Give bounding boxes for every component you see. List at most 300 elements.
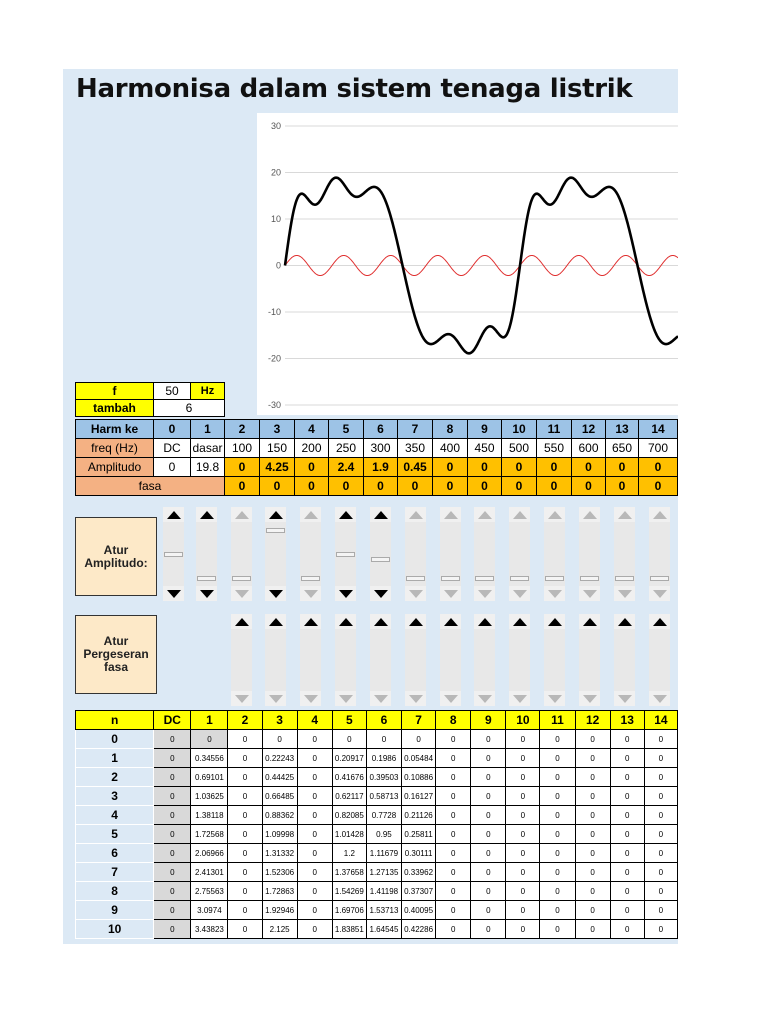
- data-cell: 0: [471, 901, 506, 920]
- amplitudo-cell[interactable]: 0: [537, 458, 572, 477]
- arrow-down-icon[interactable]: [405, 586, 426, 601]
- data-cell: 1.01428: [332, 825, 366, 844]
- data-cell: 0: [297, 730, 332, 749]
- fasa-cell[interactable]: 0: [260, 477, 295, 496]
- arrow-up-icon[interactable]: [300, 614, 321, 629]
- amplitude-slider[interactable]: [196, 507, 217, 601]
- data-cell: 0: [644, 787, 677, 806]
- data-cell: 1.92946: [262, 901, 297, 920]
- data-cell: 1.37658: [332, 863, 366, 882]
- amplitude-slider[interactable]: [649, 507, 670, 601]
- freq-cell: 200: [295, 439, 329, 458]
- freq-cell: 550: [537, 439, 572, 458]
- y-tick-label: 0: [275, 260, 281, 271]
- data-cell: 0: [154, 806, 191, 825]
- data-cell: 0.22243: [262, 749, 297, 768]
- arrow-down-icon[interactable]: [579, 691, 600, 706]
- data-cell: 0: [575, 806, 610, 825]
- harm-ke-cell: 0: [154, 420, 191, 439]
- data-cell: 0: [154, 901, 191, 920]
- arrow-up-icon[interactable]: [370, 507, 391, 522]
- freq-cell: dasar: [191, 439, 225, 458]
- phase-slider[interactable]: [474, 614, 495, 706]
- tambah-value-cell[interactable]: 6: [154, 400, 225, 417]
- amplitudo-cell[interactable]: 19.8: [191, 458, 225, 477]
- data-cell: 0: [610, 863, 644, 882]
- data-cell: 0: [575, 920, 610, 939]
- arrow-up-icon[interactable]: [614, 507, 635, 522]
- data-cell: 1.72568: [191, 825, 228, 844]
- data-cell: 2.06966: [191, 844, 228, 863]
- arrow-up-icon[interactable]: [300, 507, 321, 522]
- amplitude-slider[interactable]: [335, 507, 356, 601]
- arrow-down-icon[interactable]: [265, 586, 286, 601]
- atur-amplitudo-line2: Amplitudo:: [84, 555, 148, 570]
- arrow-down-icon[interactable]: [614, 691, 635, 706]
- arrow-up-icon[interactable]: [405, 507, 426, 522]
- data-cell: 0.34556: [191, 749, 228, 768]
- slider-thumb[interactable]: [475, 576, 494, 581]
- amplitude-slider[interactable]: [440, 507, 461, 601]
- data-cell: 1.41198: [366, 882, 401, 901]
- data-cell: 0: [436, 920, 471, 939]
- amplitudo-cell[interactable]: 0.45: [398, 458, 433, 477]
- amplitudo-cell[interactable]: 0: [639, 458, 678, 477]
- data-cell: 0: [506, 901, 540, 920]
- arrow-down-icon[interactable]: [265, 691, 286, 706]
- arrow-down-icon[interactable]: [335, 691, 356, 706]
- data-cell: 1.11679: [366, 844, 401, 863]
- arrow-up-icon[interactable]: [649, 507, 670, 522]
- data-cell: 0: [644, 825, 677, 844]
- slider-thumb[interactable]: [266, 528, 285, 533]
- data-cell: 0: [644, 863, 677, 882]
- freq-row-label: freq (Hz): [76, 439, 154, 458]
- arrow-up-icon[interactable]: [196, 507, 217, 522]
- slider-thumb[interactable]: [510, 576, 529, 581]
- data-cell: 0: [506, 787, 540, 806]
- harm-ke-cell: 10: [502, 420, 537, 439]
- data-cell: 1.72863: [262, 882, 297, 901]
- phase-slider[interactable]: [544, 614, 565, 706]
- fasa-cell[interactable]: 0: [572, 477, 606, 496]
- data-cell: 0: [575, 730, 610, 749]
- y-tick-label: 30: [270, 121, 281, 131]
- table-row: [76, 730, 678, 749]
- fasa-cell[interactable]: 0: [364, 477, 398, 496]
- data-cell: 0: [575, 787, 610, 806]
- data-cell: 1.52306: [262, 863, 297, 882]
- arrow-up-icon[interactable]: [405, 614, 426, 629]
- y-tick-label: 10: [270, 214, 281, 224]
- amplitude-slider[interactable]: [370, 507, 391, 601]
- data-cell: 0.66485: [262, 787, 297, 806]
- data-cell: 0: [610, 825, 644, 844]
- amplitudo-row-label: Amplitudo: [76, 458, 154, 477]
- data-header-cell: 14: [644, 711, 677, 730]
- amplitude-slider[interactable]: [579, 507, 600, 601]
- amplitude-slider[interactable]: [509, 507, 530, 601]
- arrow-up-icon[interactable]: [579, 614, 600, 629]
- arrow-down-icon[interactable]: [440, 691, 461, 706]
- data-cell: 0: [297, 920, 332, 939]
- arrow-up-icon[interactable]: [474, 614, 495, 629]
- arrow-up-icon[interactable]: [440, 614, 461, 629]
- amplitudo-cell[interactable]: 0: [502, 458, 537, 477]
- data-cell: 2.75563: [191, 882, 228, 901]
- phase-slider[interactable]: [265, 614, 286, 706]
- arrow-up-icon[interactable]: [579, 507, 600, 522]
- fasa-cell[interactable]: 0: [606, 477, 639, 496]
- arrow-down-icon[interactable]: [300, 586, 321, 601]
- data-cell: 3.43823: [191, 920, 228, 939]
- data-cell: 1.2: [332, 844, 366, 863]
- data-header-cell: 3: [262, 711, 297, 730]
- slider-thumb[interactable]: [371, 557, 390, 562]
- data-cell: 0: [154, 882, 191, 901]
- data-cell: 0.95: [366, 825, 401, 844]
- data-cell: 0: [297, 882, 332, 901]
- arrow-up-icon[interactable]: [544, 614, 565, 629]
- data-cell: 0: [471, 882, 506, 901]
- data-header-cell: 4: [297, 711, 332, 730]
- y-tick-label: 20: [270, 167, 281, 178]
- fasa-cell[interactable]: 0: [433, 477, 468, 496]
- data-cell: 0: [540, 920, 575, 939]
- data-cell: 0: [436, 768, 471, 787]
- data-header-cell: 6: [366, 711, 401, 730]
- data-cell: 0: [436, 806, 471, 825]
- data-cell: 0: [228, 844, 262, 863]
- atur-amplitudo-line1: Atur: [103, 542, 129, 557]
- data-cell: 0.40095: [402, 901, 436, 920]
- arrow-up-icon[interactable]: [544, 507, 565, 522]
- slider-thumb[interactable]: [232, 576, 251, 581]
- data-cell: 0: [154, 768, 191, 787]
- fasa-cell[interactable]: 0: [502, 477, 537, 496]
- amplitude-slider[interactable]: [544, 507, 565, 601]
- arrow-down-icon[interactable]: [649, 586, 670, 601]
- data-cell: 0: [228, 863, 262, 882]
- arrow-up-icon[interactable]: [231, 614, 252, 629]
- atur-fasa-line1: Atur: [103, 634, 129, 648]
- waveform-chart: [257, 113, 678, 415]
- data-cell: 0: [540, 825, 575, 844]
- data-cell: 1.54269: [332, 882, 366, 901]
- fasa-cell[interactable]: 0: [537, 477, 572, 496]
- arrow-down-icon[interactable]: [579, 586, 600, 601]
- fasa-cell[interactable]: 0: [225, 477, 260, 496]
- fasa-cell[interactable]: 0: [295, 477, 329, 496]
- data-cell: 1.09998: [262, 825, 297, 844]
- data-cell: 0: [506, 882, 540, 901]
- phase-slider[interactable]: [370, 614, 391, 706]
- data-cell: 0: [436, 844, 471, 863]
- harm-ke-row-label: Harm ke: [76, 420, 154, 439]
- data-cell: 2.125: [262, 920, 297, 939]
- data-cell: 0: [610, 768, 644, 787]
- data-cell: 0: [575, 901, 610, 920]
- data-cell: 0: [610, 787, 644, 806]
- data-cell: 1.31332: [262, 844, 297, 863]
- freq-cell: 400: [433, 439, 468, 458]
- data-cell: 0: [575, 768, 610, 787]
- slider-thumb[interactable]: [197, 576, 216, 581]
- data-cell: 0: [644, 901, 677, 920]
- amplitudo-cell[interactable]: 4.25: [260, 458, 295, 477]
- data-cell: 0: [154, 920, 191, 939]
- harm-ke-cell: 14: [639, 420, 678, 439]
- fasa-cell[interactable]: 0: [468, 477, 502, 496]
- arrow-up-icon[interactable]: [649, 614, 670, 629]
- arrow-down-icon[interactable]: [231, 586, 252, 601]
- data-cell: 0: [228, 882, 262, 901]
- data-cell: 0: [575, 749, 610, 768]
- row-index-cell: 6: [76, 844, 154, 863]
- fasa-row-label: fasa: [76, 477, 225, 496]
- harm-ke-cell: 8: [433, 420, 468, 439]
- freq-cell: 650: [606, 439, 639, 458]
- data-cell: 0: [471, 825, 506, 844]
- f-unit: Hz: [191, 383, 225, 400]
- data-cell: 0: [297, 768, 332, 787]
- table-row: [76, 882, 678, 901]
- data-header-cell: 10: [506, 711, 540, 730]
- data-cell: 0.25811: [402, 825, 436, 844]
- data-cell: 0: [436, 882, 471, 901]
- amplitudo-cell[interactable]: 0: [225, 458, 260, 477]
- data-cell: 0.33962: [402, 863, 436, 882]
- slider-thumb[interactable]: [406, 576, 425, 581]
- amplitude-slider[interactable]: [405, 507, 426, 601]
- freq-cell: 500: [502, 439, 537, 458]
- row-index-cell: 9: [76, 901, 154, 920]
- data-cell: 0: [610, 901, 644, 920]
- data-cell: 0.82085: [332, 806, 366, 825]
- data-cell: 0.39503: [366, 768, 401, 787]
- freq-cell: 250: [329, 439, 364, 458]
- data-cell: 0: [262, 730, 297, 749]
- row-index-cell: 10: [76, 920, 154, 939]
- data-cell: 0: [436, 749, 471, 768]
- data-cell: 0: [228, 806, 262, 825]
- phase-slider[interactable]: [335, 614, 356, 706]
- data-cell: 0: [471, 806, 506, 825]
- data-cell: 0: [506, 825, 540, 844]
- freq-cell: 100: [225, 439, 260, 458]
- amplitudo-cell[interactable]: 2.4: [329, 458, 364, 477]
- harmonic-table: [75, 419, 678, 496]
- arrow-down-icon[interactable]: [509, 586, 530, 601]
- data-cell: 0: [471, 768, 506, 787]
- data-cell: 0: [154, 730, 191, 749]
- phase-slider[interactable]: [231, 614, 252, 706]
- arrow-up-icon[interactable]: [370, 614, 391, 629]
- row-index-cell: 0: [76, 730, 154, 749]
- slider-thumb[interactable]: [336, 552, 355, 557]
- data-cell: 0: [332, 730, 366, 749]
- arrow-down-icon[interactable]: [370, 586, 391, 601]
- data-cell: 0: [644, 768, 677, 787]
- data-cell: 0: [610, 844, 644, 863]
- row-index-cell: 4: [76, 806, 154, 825]
- data-cell: 0: [402, 730, 436, 749]
- data-cell: 0: [575, 863, 610, 882]
- data-cell: 0.21126: [402, 806, 436, 825]
- arrow-down-icon[interactable]: [231, 691, 252, 706]
- arrow-up-icon[interactable]: [265, 507, 286, 522]
- amplitudo-cell[interactable]: 0: [468, 458, 502, 477]
- table-row: [76, 806, 678, 825]
- slider-thumb[interactable]: [441, 576, 460, 581]
- data-cell: 0: [575, 844, 610, 863]
- amplitude-slider[interactable]: [163, 507, 184, 601]
- arrow-down-icon[interactable]: [300, 691, 321, 706]
- arrow-down-icon[interactable]: [405, 691, 426, 706]
- harm-ke-cell: 12: [572, 420, 606, 439]
- data-cell: 0: [610, 730, 644, 749]
- amplitudo-cell[interactable]: 0: [295, 458, 329, 477]
- arrow-down-icon[interactable]: [163, 586, 184, 601]
- data-cell: 0: [644, 806, 677, 825]
- table-row: [76, 844, 678, 863]
- amplitudo-cell[interactable]: 0: [572, 458, 606, 477]
- data-cell: 0: [297, 806, 332, 825]
- slider-thumb[interactable]: [545, 576, 564, 581]
- freq-cell: 700: [639, 439, 678, 458]
- amplitudo-cell[interactable]: 1.9: [364, 458, 398, 477]
- data-header-cell: 13: [610, 711, 644, 730]
- slider-thumb[interactable]: [301, 576, 320, 581]
- arrow-down-icon[interactable]: [196, 586, 217, 601]
- row-index-cell: 5: [76, 825, 154, 844]
- phase-slider[interactable]: [405, 614, 426, 706]
- arrow-down-icon[interactable]: [509, 691, 530, 706]
- data-cell: 0: [540, 806, 575, 825]
- phase-slider[interactable]: [649, 614, 670, 706]
- freq-cell: 600: [572, 439, 606, 458]
- data-cell: 0: [297, 825, 332, 844]
- data-cell: 0: [471, 787, 506, 806]
- slider-thumb[interactable]: [615, 576, 634, 581]
- arrow-down-icon[interactable]: [614, 586, 635, 601]
- arrow-down-icon[interactable]: [335, 586, 356, 601]
- data-cell: 0: [540, 882, 575, 901]
- f-label: f: [76, 383, 154, 400]
- data-cell: 0: [228, 901, 262, 920]
- data-cell: 0.16127: [402, 787, 436, 806]
- slider-thumb[interactable]: [164, 552, 183, 557]
- slider-thumb[interactable]: [580, 576, 599, 581]
- arrow-up-icon[interactable]: [614, 614, 635, 629]
- data-cell: 0: [506, 749, 540, 768]
- arrow-up-icon[interactable]: [509, 507, 530, 522]
- amplitude-slider[interactable]: [300, 507, 321, 601]
- row-index-cell: 1: [76, 749, 154, 768]
- data-cell: 0: [644, 920, 677, 939]
- tambah-label: tambah: [76, 400, 154, 417]
- data-cell: 0: [540, 787, 575, 806]
- harm-ke-cell: 2: [225, 420, 260, 439]
- data-cell: 0.69101: [191, 768, 228, 787]
- arrow-down-icon[interactable]: [649, 691, 670, 706]
- amplitude-slider[interactable]: [231, 507, 252, 601]
- amplitude-slider[interactable]: [614, 507, 635, 601]
- table-row: [76, 787, 678, 806]
- slider-thumb[interactable]: [650, 576, 669, 581]
- parameter-table: [75, 382, 225, 417]
- phase-slider[interactable]: [509, 614, 530, 706]
- data-cell: 1.03625: [191, 787, 228, 806]
- data-cell: 0: [471, 920, 506, 939]
- arrow-down-icon[interactable]: [474, 586, 495, 601]
- data-cell: 0: [297, 863, 332, 882]
- data-cell: 0: [297, 787, 332, 806]
- data-cell: 0: [506, 768, 540, 787]
- arrow-up-icon[interactable]: [440, 507, 461, 522]
- phase-slider[interactable]: [614, 614, 635, 706]
- arrow-up-icon[interactable]: [335, 614, 356, 629]
- arrow-up-icon[interactable]: [335, 507, 356, 522]
- atur-fasa-label: [75, 615, 157, 694]
- harm-ke-cell: 1: [191, 420, 225, 439]
- amplitude-slider[interactable]: [265, 507, 286, 601]
- data-cell: 0: [436, 730, 471, 749]
- arrow-up-icon[interactable]: [509, 614, 530, 629]
- amplitudo-cell[interactable]: 0: [433, 458, 468, 477]
- data-cell: 0: [154, 825, 191, 844]
- freq-cell: DC: [154, 439, 191, 458]
- arrow-down-icon[interactable]: [474, 691, 495, 706]
- arrow-up-icon[interactable]: [231, 507, 252, 522]
- f-value-cell[interactable]: 50: [154, 383, 191, 400]
- data-cell: 0.20917: [332, 749, 366, 768]
- phase-slider[interactable]: [300, 614, 321, 706]
- fasa-cell[interactable]: 0: [329, 477, 364, 496]
- data-cell: 0: [506, 844, 540, 863]
- data-cell: 0: [506, 920, 540, 939]
- arrow-up-icon[interactable]: [265, 614, 286, 629]
- arrow-down-icon[interactable]: [544, 586, 565, 601]
- amplitude-slider[interactable]: [474, 507, 495, 601]
- arrow-up-icon[interactable]: [163, 507, 184, 522]
- data-cell: 0: [228, 825, 262, 844]
- harm-ke-cell: 6: [364, 420, 398, 439]
- arrow-down-icon[interactable]: [370, 691, 391, 706]
- data-cell: 0: [436, 787, 471, 806]
- amplitudo-cell[interactable]: 0: [606, 458, 639, 477]
- fasa-cell[interactable]: 0: [639, 477, 678, 496]
- harm-ke-cell: 9: [468, 420, 502, 439]
- arrow-down-icon[interactable]: [440, 586, 461, 601]
- harm-ke-cell: 3: [260, 420, 295, 439]
- data-cell: 1.53713: [366, 901, 401, 920]
- data-cell: 0: [154, 787, 191, 806]
- data-cell: 1.69706: [332, 901, 366, 920]
- amplitudo-cell[interactable]: 0: [154, 458, 191, 477]
- arrow-up-icon[interactable]: [474, 507, 495, 522]
- data-cell: 0: [644, 844, 677, 863]
- atur-fasa-line2: Pergeseran: [83, 647, 149, 661]
- data-cell: 0: [610, 749, 644, 768]
- phase-slider[interactable]: [440, 614, 461, 706]
- arrow-down-icon[interactable]: [544, 691, 565, 706]
- y-tick-label: -20: [267, 353, 281, 364]
- data-cell: 1.64545: [366, 920, 401, 939]
- sample-data-table: [75, 710, 678, 939]
- phase-slider[interactable]: [579, 614, 600, 706]
- fasa-cell[interactable]: 0: [398, 477, 433, 496]
